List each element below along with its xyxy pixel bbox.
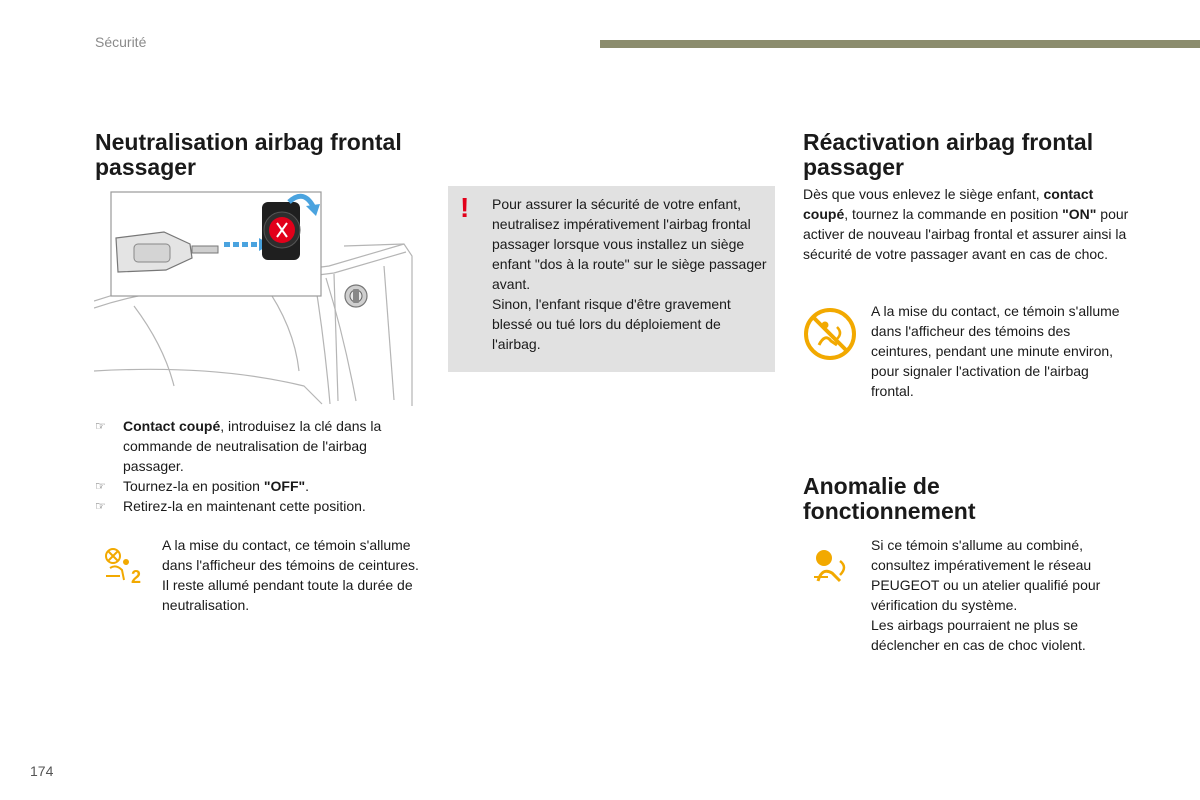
airbag-fault-lamp-icon [810,547,852,585]
anomaly-title: Anomalie de fonctionnement [803,473,976,524]
warning-text: Pour assurer la sécurité de votre enfant, neutralisez impérativement l'airbag frontal passager lorsque vous installez un siège enfant "dos à la route" sur le siège passager avant. Sinon, l'enfant risque d'être gravement blessé ou tué lors du déploiement de l'airbag. [492,196,767,352]
passenger-airbag-off-lamp-icon [102,546,146,586]
reactivation-title: Réactivation airbag frontal passager [803,129,1094,180]
reactivation-text: Dès que vous enlevez le siège enfant, contact coupé, tournez la commande en position "ON" pour activer de nouveau l'airbag frontal et assurer ainsi la sécurité de votre passager avant en cas de choc. [803,186,1129,262]
list-item: ☞ Contact coupé, introduisez la clé dans la commande de neutralisation de l'airbag passager. [95,418,382,474]
section-accent-bar [600,40,1200,48]
airbag-on-lamp-icon [803,307,857,361]
neutralisation-steps [95,416,425,516]
section-label: Sécurité [95,34,147,50]
ignition-lock-icon [345,285,367,307]
airbag-off-switch-icon [262,202,300,260]
anomaly-text: Si ce témoin s'allume au combiné, consultez impérativement le réseau PEUGEOT ou un atelier qualifié pour vérification du système. Les airbags pourraient ne plus se déclencher en cas de choc violent. [871,537,1101,653]
neutralisation-title: Neutralisation airbag frontal passager [95,129,402,180]
page-number: 174 [30,763,54,779]
warning-icon: ! [460,192,470,223]
svg-text:2: 2 [131,567,142,586]
list-item: ☞ Retirez-la en maintenant cette position. [95,498,366,514]
neutralisation-lamp-note: A la mise du contact, ce témoin s'allume dans l'afficheur des témoins de ceintures. Il reste allumé pendant toute la durée de neutralisation. [162,537,419,613]
list-item: ☞ Tournez-la en position "OFF". [95,478,310,494]
reactivation-lamp-note: A la mise du contact, ce témoin s'allume dans l'afficheur des témoins des ceintures, pendant une minute environ, pour signaler l'activation de l'airbag frontal. [871,303,1120,399]
airbag-switch-illustration [94,186,420,408]
